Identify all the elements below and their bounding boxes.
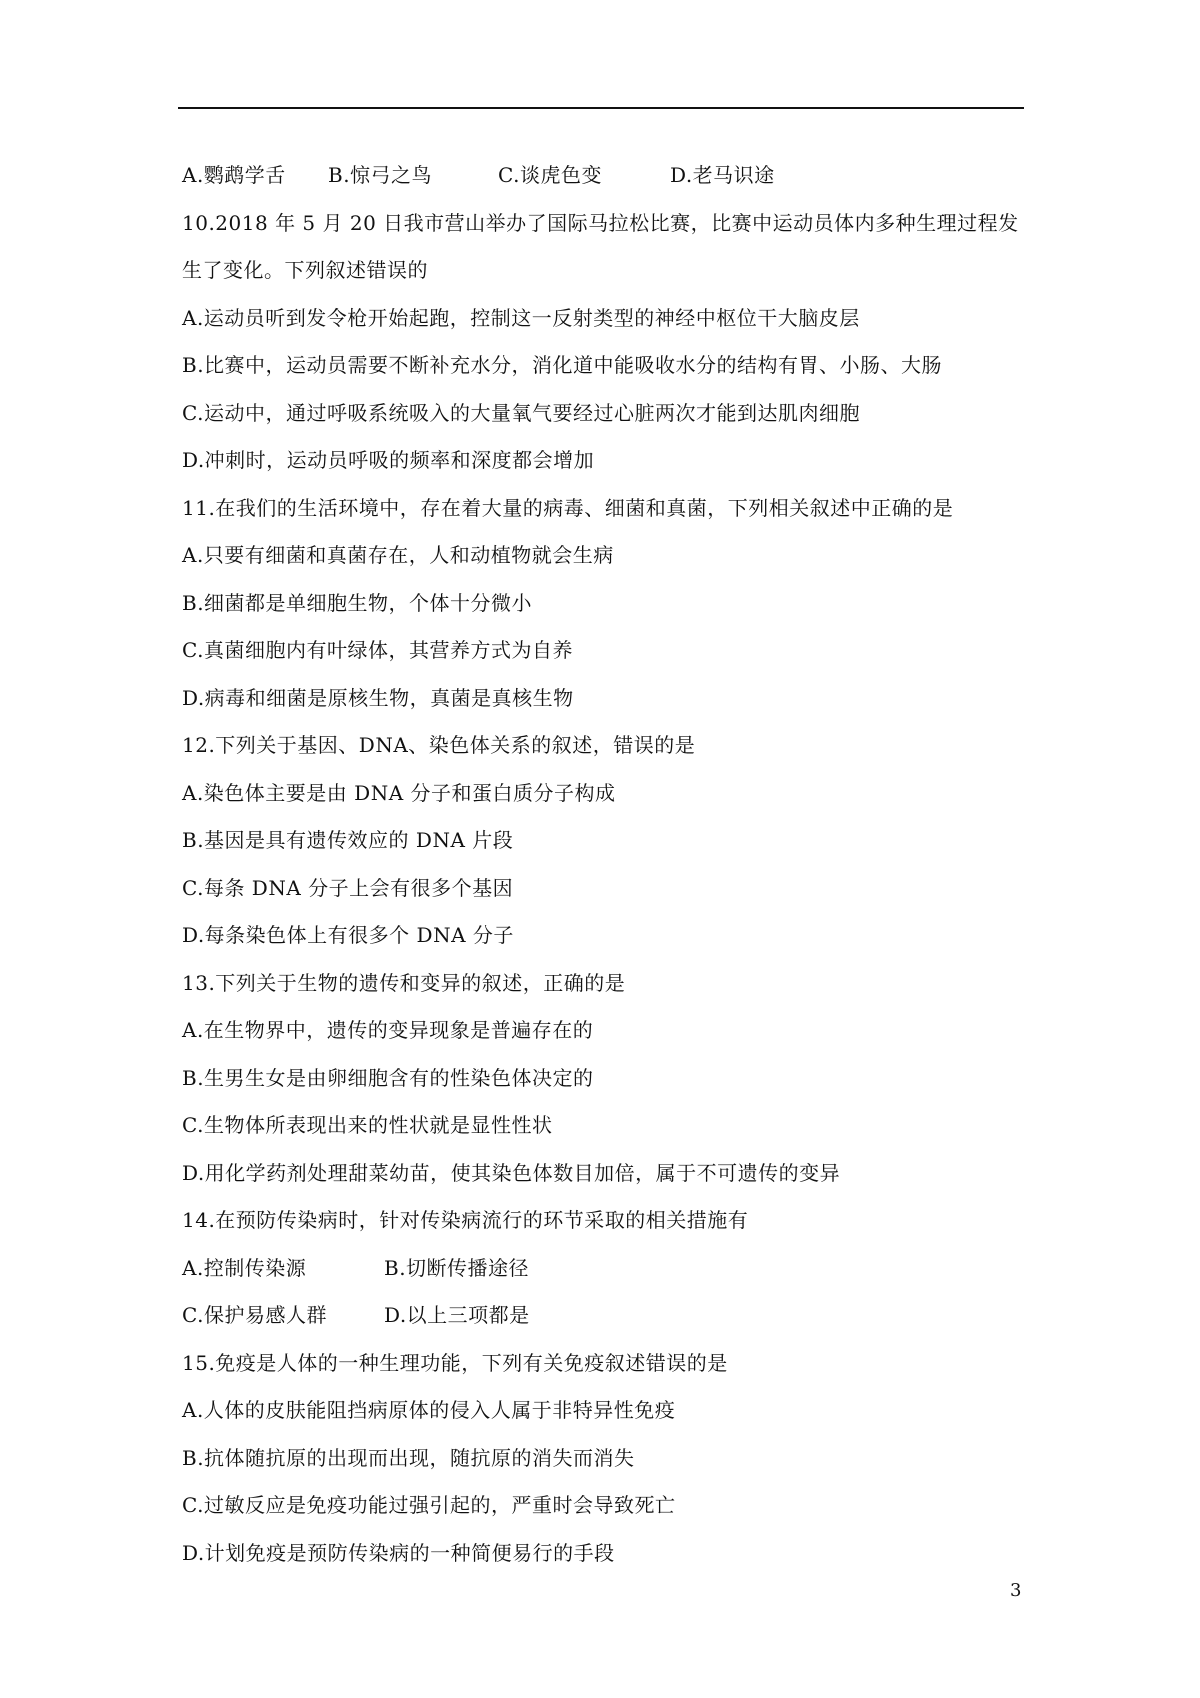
q14-options-row1	[182, 1245, 1042, 1293]
q14-options-row2	[182, 1292, 1042, 1340]
q13-option-a: A.在生物界中，遗传的变异现象是普遍存在的	[182, 1018, 594, 1042]
q15-option-a: A.人体的皮肤能阻挡病原体的侵入人属于非特异性免疫	[182, 1398, 676, 1422]
q14-option-c: C.保护易感人群	[182, 1303, 327, 1327]
q9-option-d: D.老马识途	[670, 163, 775, 187]
q12-stem: 12.下列关于基因、DNA、染色体关系的叙述，错误的是	[182, 733, 696, 757]
q12-option-c: C.每条 DNA 分子上会有很多个基因	[182, 875, 514, 900]
q13-option-b: B.生男生女是由卵细胞含有的性染色体决定的	[182, 1065, 594, 1090]
q14-option-a: A.控制传染源	[182, 1255, 307, 1280]
q14-option-b: B.切断传播途径	[384, 1255, 530, 1280]
q13-stem: 13.下列关于生物的遗传和变异的叙述，正确的是	[182, 970, 626, 995]
q11-stem: 11.在我们的生活环境中，存在着大量的病毒、细菌和真菌，下列相关叙述中正确的是	[182, 495, 954, 520]
q10-stem-line1: 10.2018 年 5 月 20 日我市营山举办了国际马拉松比赛，比赛中运动员体内多种生理过程发	[182, 210, 1019, 235]
q13-option-c: C.生物体所表现出来的性状就是显性性状	[182, 1113, 553, 1137]
q15-option-d: D.计划免疫是预防传染病的一种简便易行的手段	[182, 1540, 615, 1565]
q12-option-b: B.基因是具有遗传效应的 DNA 片段	[182, 828, 514, 852]
q9-option-c: C.谈虎色变	[498, 163, 602, 187]
q13-option-d: D.用化学药剂处理甜菜幼苗，使其染色体数目加倍，属于不可遗传的变异	[182, 1160, 841, 1185]
q9-option-b: B.惊弓之鸟	[328, 163, 433, 187]
q14-stem: 14.在预防传染病时，针对传染病流行的环节采取的相关措施有	[182, 1208, 749, 1232]
q10-option-b: B.比赛中，运动员需要不断补充水分，消化道中能吸收水分的结构有胃、小肠、大肠	[182, 353, 943, 377]
q12-option-d: D.每条染色体上有很多个 DNA 分子	[182, 923, 514, 947]
header-rule	[178, 107, 1024, 109]
q11-option-a: A.只要有细菌和真菌存在，人和动植物就会生病	[182, 543, 614, 567]
q15-option-b: B.抗体随抗原的出现而出现，随抗原的消失而消失	[182, 1445, 635, 1470]
q10-option-d: D.冲刺时，运动员呼吸的频率和深度都会增加	[182, 448, 595, 472]
q11-option-c: C.真菌细胞内有叶绿体，其营养方式为自养	[182, 638, 573, 662]
q9-option-a: A.鹦鹉学舌	[182, 163, 286, 187]
exam-content	[182, 152, 1042, 1577]
q10-option-c: C.运动中，通过呼吸系统吸入的大量氧气要经过心脏两次才能到达肌肉细胞	[182, 400, 860, 425]
q9-options	[182, 152, 1042, 200]
q15-option-c: C.过敏反应是免疫功能过强引起的，严重时会导致死亡	[182, 1493, 676, 1517]
q10-stem-line2: 生了变化。下列叙述错误的	[182, 258, 428, 282]
page-number: 3	[1010, 1580, 1022, 1601]
q11-option-d: D.病毒和细菌是原核生物，真菌是真核生物	[182, 685, 574, 710]
q11-option-b: B.细菌都是单细胞生物，个体十分微小	[182, 590, 533, 615]
q14-option-d: D.以上三项都是	[384, 1303, 530, 1327]
q15-stem: 15.免疫是人体的一种生理功能，下列有关免疫叙述错误的是	[182, 1350, 728, 1375]
q10-option-a: A.运动员听到发令枪开始起跑，控制这一反射类型的神经中枢位干大脑皮层	[182, 305, 860, 330]
q12-option-a: A.染色体主要是由 DNA 分子和蛋白质分子构成	[182, 780, 616, 805]
